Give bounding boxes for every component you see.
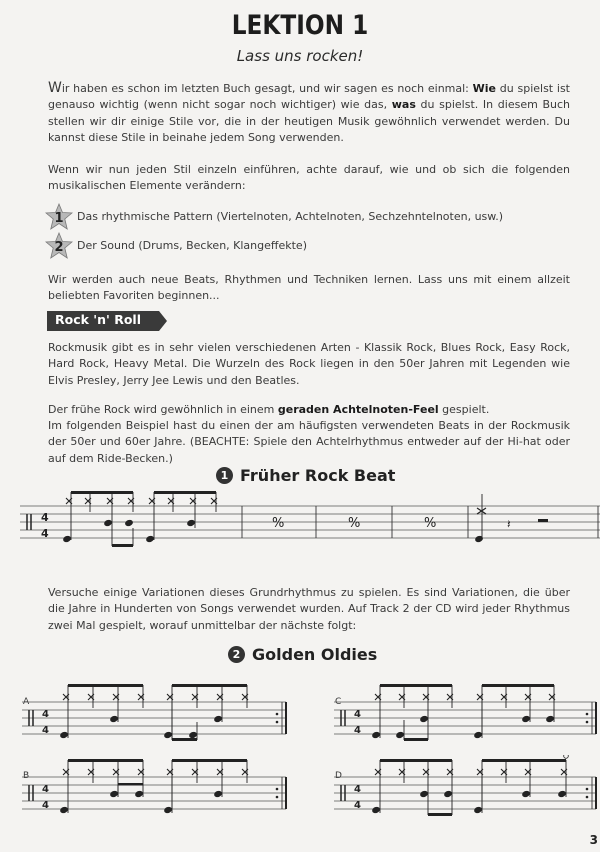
repeat-measure-symbol: % [424, 516, 437, 531]
final-measure [474, 494, 548, 543]
time-signature-top: 4 [354, 709, 361, 720]
time-signature-bottom: 4 [41, 527, 49, 540]
variation-label: D [335, 771, 342, 781]
section-paragraph-2: Der frühe Rock wird gewöhnlich in einem geraden Achtelnoten-Feel gespielt. [48, 403, 490, 416]
example-number: 1 [216, 467, 233, 484]
list-text: Der Sound (Drums, Becken, Klangeffekte) [77, 239, 307, 252]
section-paragraph: Rockmusik gibt es in sehr vielen verschiedenen Arten - Klassik Rock, Blues Rock, Easy Rock, Hard Rock, Heavy Metal. Die Wurzeln des Rock liegen in den 50er Jahren mit Legenden wie Elvis Presley, Jerry Jee Lewis und den Beatles. [48, 341, 570, 387]
repeat-measure-symbol: % [348, 516, 361, 531]
list-text: Das rhythmische Pattern (Viertelnoten, Achtelnoten, Sechzehntelnoten, usw.) [77, 210, 504, 223]
variation-label: B [23, 771, 30, 781]
paragraph: Wir werden auch neue Beats, Rhythmen und Techniken lernen. Lass uns mit einem allzeit beliebten Favoriten beginnen... [48, 273, 570, 303]
list-number: 2 [54, 240, 64, 255]
time-signature-bottom: 4 [354, 800, 361, 811]
time-signature-top: 4 [41, 511, 49, 524]
star-icon [45, 203, 73, 231]
section-label-text: Rock 'n' Roll [55, 312, 141, 327]
intro-paragraph-2: Wenn wir nun jeden Stil einzeln einführen, achte darauf, wie und ob sich die folgenden musikalischen Elemente verändern: [48, 163, 570, 193]
page-number: 3 [589, 833, 598, 847]
time-signature-top: 4 [42, 709, 49, 720]
list-number: 1 [54, 211, 64, 226]
time-signature-top: 4 [354, 784, 361, 795]
paragraph-4: Versuche einige Variationen dieses Grundrhythmus zu spielen. Es sind Variationen, die über die Jahre in Hunderten von Songs verwendet wurden. Auf Track 2 der CD wird jeder Rhythmus zwei Mal gespielt, worauf unmittelbar der nächste folgt: [48, 586, 570, 632]
section-paragraph-3: Im folgenden Beispiel hast du einen der am häufigsten verwendeten Beats in der Rockmusik der 50er und 60er Jahre. (BEACHTE: Spiele den Achtelrhythmus entweder auf der Hi-hat oder auf dem Ride-Becken.) [48, 419, 570, 465]
list-item [45, 232, 565, 260]
repeat-measure-symbol: % [272, 516, 285, 531]
measure-1 [62, 491, 217, 547]
staff-variation-d [334, 755, 600, 825]
variation-label: A [23, 697, 30, 707]
page-subtitle: Lass uns rocken! [236, 47, 364, 65]
list-item [45, 203, 565, 231]
section-label [47, 311, 159, 329]
staff-variation-c [334, 680, 600, 750]
svg-text:𝄽: 𝄽 [507, 517, 511, 531]
example-title: 2 Golden Oldies [228, 645, 377, 664]
example-1-staff [20, 490, 600, 560]
intro-paragraph: Wir haben es schon im letzten Buch gesagt, und wir sagen es noch einmal: Wie du spielst ist genauso wichtig (wenn nicht sogar noch wichtiger) wie das, was du spielst. In diesem Buch stellen wir dir einige Stile vor, die in der heutigen Musik gewöhnlich verwendet werden. Du kannst diese Stile in beinahe jedem Song verwenden. [48, 80, 570, 145]
variation-label: C [335, 697, 342, 707]
time-signature-bottom: 4 [354, 725, 361, 736]
staff-variation-a [22, 680, 292, 750]
time-signature-bottom: 4 [42, 725, 49, 736]
example-title: 1 Früher Rock Beat [216, 466, 395, 485]
example-number: 2 [228, 646, 245, 663]
time-signature-bottom: 4 [42, 800, 49, 811]
page-title: LEKTION 1 [231, 10, 369, 41]
time-signature-top: 4 [42, 784, 49, 795]
staff-variation-b [22, 755, 292, 825]
open-hihat-icon [564, 755, 569, 758]
star-icon [45, 232, 73, 260]
dropcap: W [48, 80, 62, 96]
